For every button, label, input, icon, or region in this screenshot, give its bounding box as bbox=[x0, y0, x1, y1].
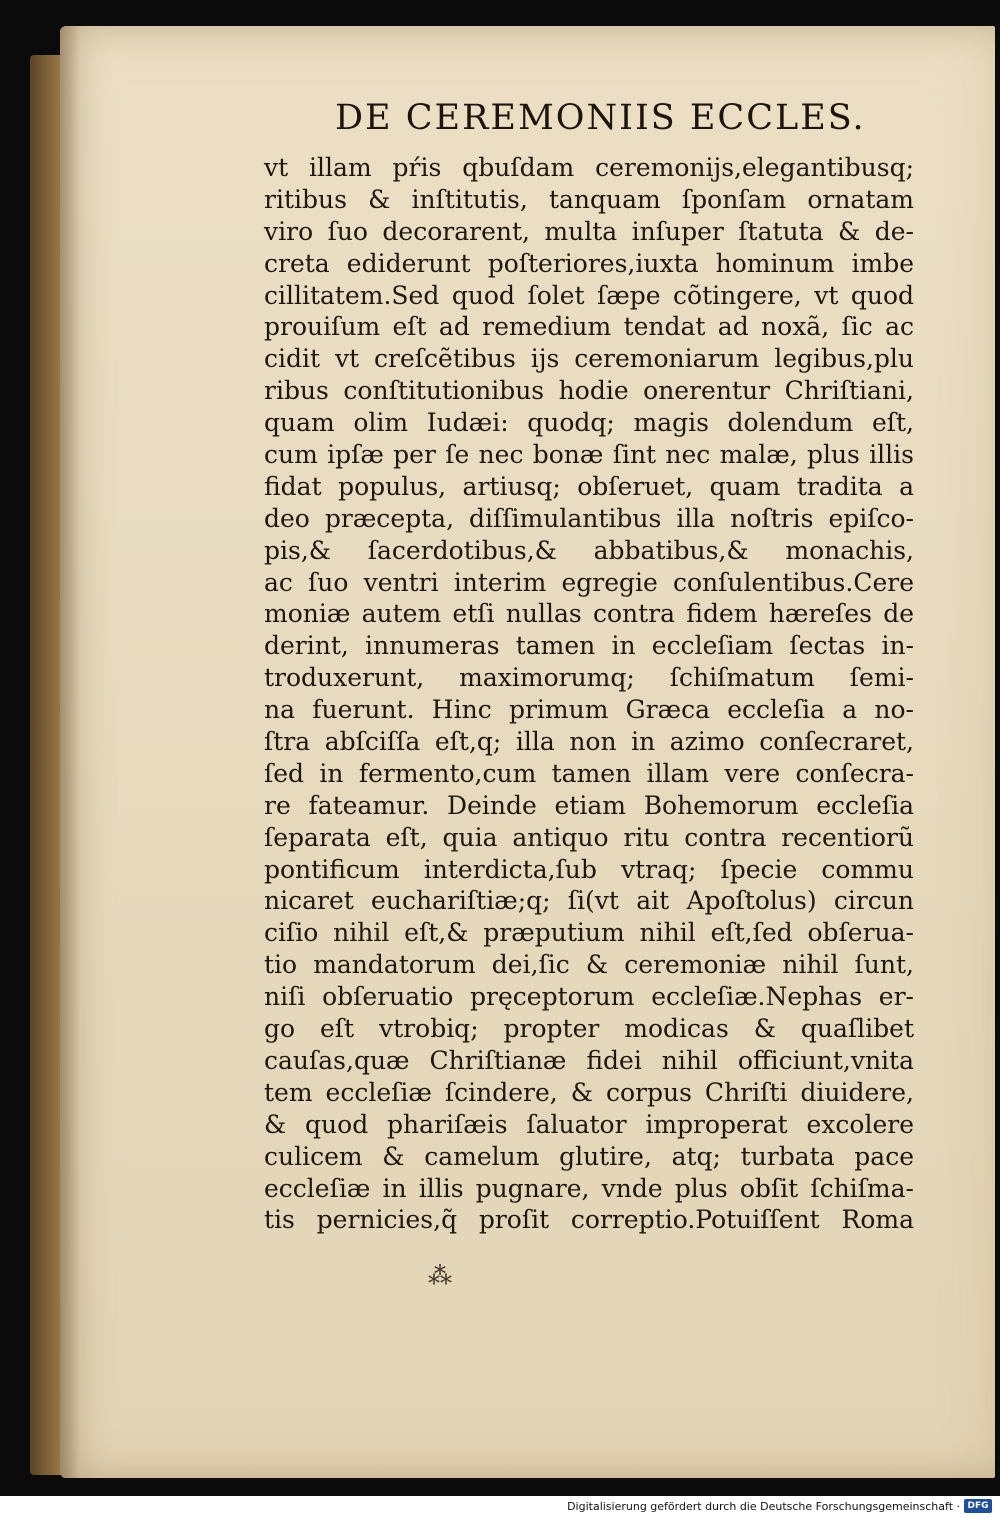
text-line: derint, innumeras tamen in eccleſiam ſectas in- bbox=[264, 631, 914, 661]
text-line: pis,& ſacerdotibus,& abbatibus,& monachis, bbox=[264, 535, 914, 565]
text-line: ribus conſtitutionibus hodie onerentur Chriſtiani, bbox=[264, 376, 914, 406]
text-line: na fuerunt. Hinc primum Græca eccleſia a no- bbox=[264, 695, 914, 725]
text-line: ciſio nihil eſt,& præputium nihil eſt,ſed obſerua- bbox=[264, 918, 914, 948]
text-line: quam olim Iudæi: quodq; magis dolendum eſt, bbox=[264, 408, 914, 438]
text-line: ſed in fermento,cum tamen illam vere conſecra- bbox=[264, 758, 914, 788]
body-text bbox=[264, 152, 914, 1236]
text-line: ac ſuo ventri interim egregie conſulentibus.Cere bbox=[264, 567, 914, 597]
text-line: ſtra abſciſſa eſt,q; illa non in azimo conſecraret, bbox=[264, 727, 914, 757]
text-line: cillitatem.Sed quod ſolet ſæpe cõtingere, vt quod bbox=[264, 280, 914, 310]
text-line: re fateamur. Deinde etiam Bohemorum eccleſia bbox=[264, 790, 914, 820]
text-line: cauſas,quæ Chriſtianæ fidei nihil officiunt,vnita bbox=[264, 1045, 914, 1075]
text-line: deo præcepta, diſſimulantibus illa noſtris epiſco- bbox=[264, 503, 914, 533]
text-line: prouiſum eſt ad remedium tendat ad noxã, ſic ac bbox=[264, 312, 914, 342]
text-line: eccleſiæ in illis pugnare, vnde plus obſit ſchiſma- bbox=[264, 1173, 914, 1203]
text-line: troduxerunt, maximorumq; ſchiſmatum ſemi- bbox=[264, 663, 914, 693]
text-line: ritibus & inſtitutis, tanquam ſponſam ornatam bbox=[264, 184, 914, 214]
text-line: creta ediderunt poſteriores,iuxta hominum imbe bbox=[264, 248, 914, 278]
text-line: viro ſuo decorarent, multa inſuper ſtatuta & de- bbox=[264, 216, 914, 246]
text-line: tio mandatorum dei,ſic & ceremoniæ nihil ſunt, bbox=[264, 950, 914, 980]
text-line: nicaret euchariſtiæ;q; ſi(vt ait Apoſtolus) circun bbox=[264, 886, 914, 916]
ornament: ⁂ bbox=[428, 1262, 452, 1290]
text-line: niſi obſeruatio pręceptorum eccleſiæ.Nephas er- bbox=[264, 982, 914, 1012]
text-line: culicem & camelum glutire, atq; turbata pace bbox=[264, 1141, 914, 1171]
text-line: cum ipſæ per ſe nec bonæ ſint nec malæ, plus illis bbox=[264, 440, 914, 470]
text-line: tem eccleſiæ ſcindere, & corpus Chriſti diuidere, bbox=[264, 1077, 914, 1107]
text-line: ſeparata eſt, quia antiquo ritu contra recentiorũ bbox=[264, 822, 914, 852]
text-line: & quod phariſæis ſaluator improperat excolere bbox=[264, 1109, 914, 1139]
funding-credit: Digitalisierung gefördert durch die Deutsche Forschungsgemeinschaft · bbox=[567, 1500, 960, 1513]
text-line: cidit vt creſcẽtibus ijs ceremoniarum legibus,plu bbox=[264, 344, 914, 374]
text-line: go eſt vtrobiq; propter modicas & quaſlibet bbox=[264, 1014, 914, 1044]
text-line: pontificum interdicta,ſub vtraq; ſpecie commu bbox=[264, 854, 914, 884]
text-line: moniæ autem etſi nullas contra fidem hæreſes de bbox=[264, 599, 914, 629]
running-head: DE CEREMONIIS ECCLES. bbox=[335, 98, 866, 138]
text-line: fidat populus, artiusq; obſeruet, quam tradita a bbox=[264, 471, 914, 501]
text-line: vt illam pŕis qbuſdam ceremonijs,elegantibusq; bbox=[264, 153, 914, 182]
text-line: tis pernicies,q̃ proſit correptio.Potuiſſent Roma bbox=[264, 1205, 914, 1235]
page-gutter-shadow bbox=[60, 26, 80, 1478]
dfg-logo: DFG bbox=[964, 1499, 992, 1513]
